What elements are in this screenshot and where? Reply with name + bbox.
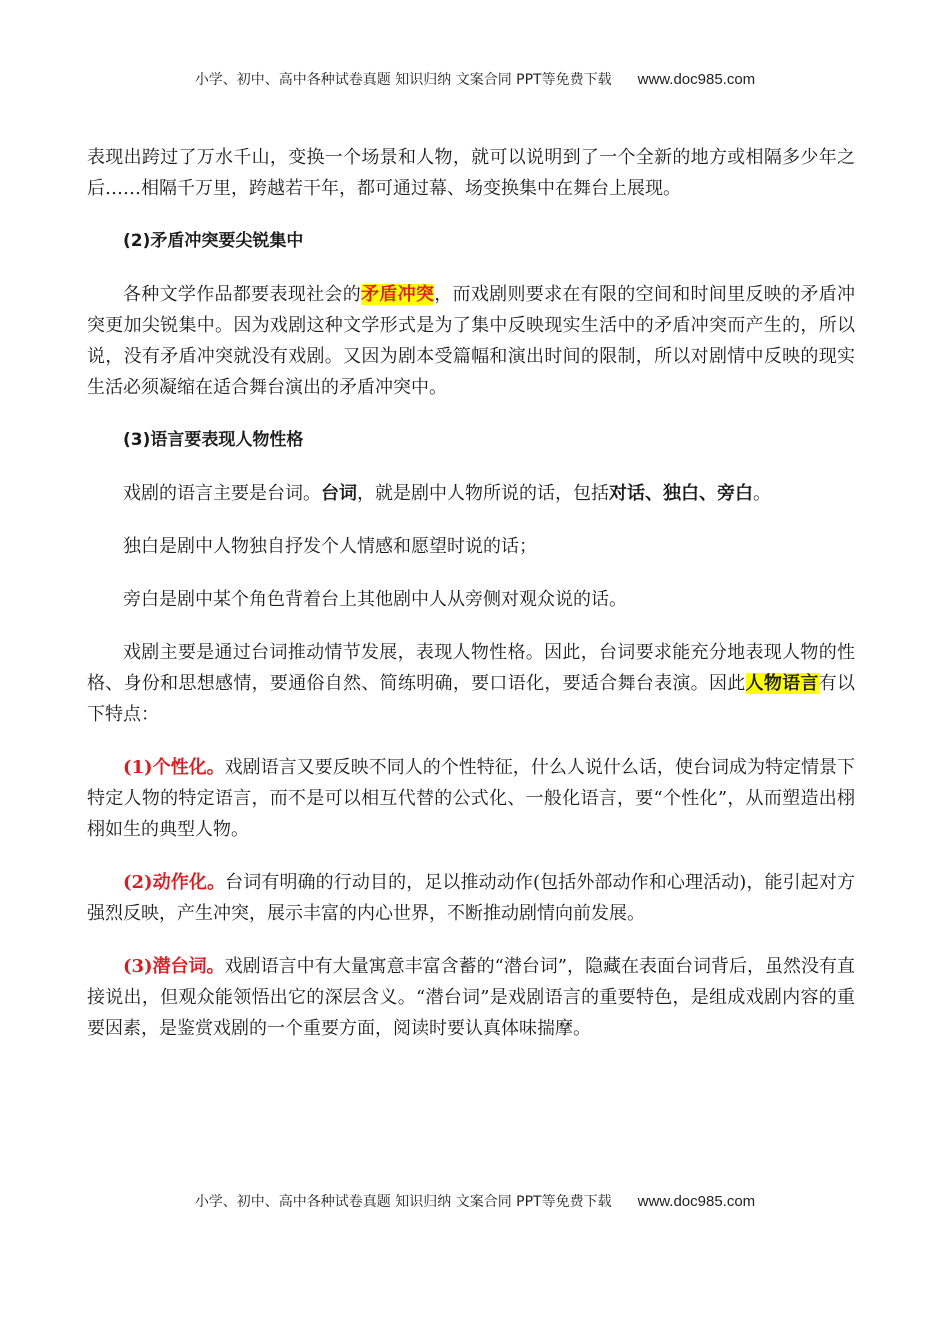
text-run: 有以下特点：: [87, 673, 856, 725]
text-run: 戏剧的语言主要是台词。: [123, 483, 321, 504]
feature-subtext: [87, 951, 855, 1044]
paragraph-monologue: 独白是剧中人物独自抒发个人情感和愿望时说的话；: [123, 536, 537, 557]
footer-text: 小学、初中、高中各种试卷真题 知识归纳 文案合同 PPT等免费下载: [194, 1194, 612, 1210]
paragraph-aside: 旁白是剧中某个角色背着台上其他剧中人从旁侧对观众说的话。: [123, 589, 627, 610]
feature-text: 台词有明确的行动目的，足以推动动作(包括外部动作和心理活动)，能引起对方强烈反映，产生冲突，展示丰富的内心世界，不断推动剧情向前发展。: [87, 872, 855, 924]
feature-text: 戏剧语言又要反映不同人的个性特征，什么人说什么话，使台词成为特定情景下特定人物的特定语言，而不是可以相互代替的公式化、一般化语言，要“个性化”，从而塑造出栩栩如生的典型人物。: [87, 757, 856, 840]
section-heading-conflict: (2)矛盾冲突要尖锐集中: [123, 231, 304, 251]
highlight-character-language: 人物语言: [745, 673, 819, 694]
document-body: [87, 142, 855, 1044]
header-url[interactable]: www.doc985.com: [637, 71, 756, 88]
paragraph-lines: [87, 478, 855, 509]
paragraph-intro: 表现出跨过了万水千山，变换一个场景和人物，就可以说明到了一个全新的地方或相隔多少年之后……相隔千万里，跨越若干年，都可通过幕、场变换集中在舞台上展现。: [87, 147, 855, 199]
feature-label: (1)个性化。: [123, 757, 225, 778]
text-run: ，而戏剧则要求在有限的空间和时间里反映的矛盾冲突更加尖锐集中。因为戏剧这种文学形式是为了集中反映现实生活中的矛盾冲突而产生的，所以说，没有矛盾冲突就没有戏剧。又因为剧本受篇幅和演出时间的限制，所以对剧情中反映的现实生活必须凝缩在适合舞台演出的矛盾冲突中。: [87, 284, 856, 398]
feature-label: (2)动作化。: [123, 872, 226, 893]
header-text: 小学、初中、高中各种试卷真题 知识归纳 文案合同 PPT等免费下载: [194, 72, 612, 88]
page-footer: [0, 1191, 950, 1211]
feature-label: (3)潜台词。: [123, 956, 225, 977]
text-run: 。: [753, 483, 771, 504]
bold-term-types: 对话、独白、旁白: [609, 483, 753, 504]
bold-term-lines: 台词: [321, 483, 357, 504]
page-header: [0, 69, 950, 89]
paragraph-conflict: [87, 279, 855, 403]
section-heading-language: (3)语言要表现人物性格: [123, 430, 304, 450]
highlight-conflict: 矛盾冲突: [361, 284, 435, 305]
text-run: ，就是剧中人物所说的话，包括: [357, 483, 609, 504]
paragraph-character-language: [87, 637, 855, 730]
feature-action: [87, 867, 855, 929]
feature-text: 戏剧语言中有大量寓意丰富含蓄的“潜台词”，隐藏在表面台词背后，虽然没有直接说出，但观众能领悟出它的深层含义。“潜台词”是戏剧语言的重要特色，是组成戏剧内容的重要因素，是鉴赏戏剧的一个重要方面，阅读时要认真体味揣摩。: [87, 956, 855, 1039]
text-run: 戏剧主要是通过台词推动情节发展，表现人物性格。因此，台词要求能充分地表现人物的性格、身份和思想感情，要通俗自然、简练明确，要口语化，要适合舞台表演。因此: [87, 642, 855, 694]
feature-individualized: [87, 752, 855, 845]
text-run: 各种文学作品都要表现社会的: [123, 284, 361, 305]
footer-url[interactable]: www.doc985.com: [637, 1193, 756, 1210]
